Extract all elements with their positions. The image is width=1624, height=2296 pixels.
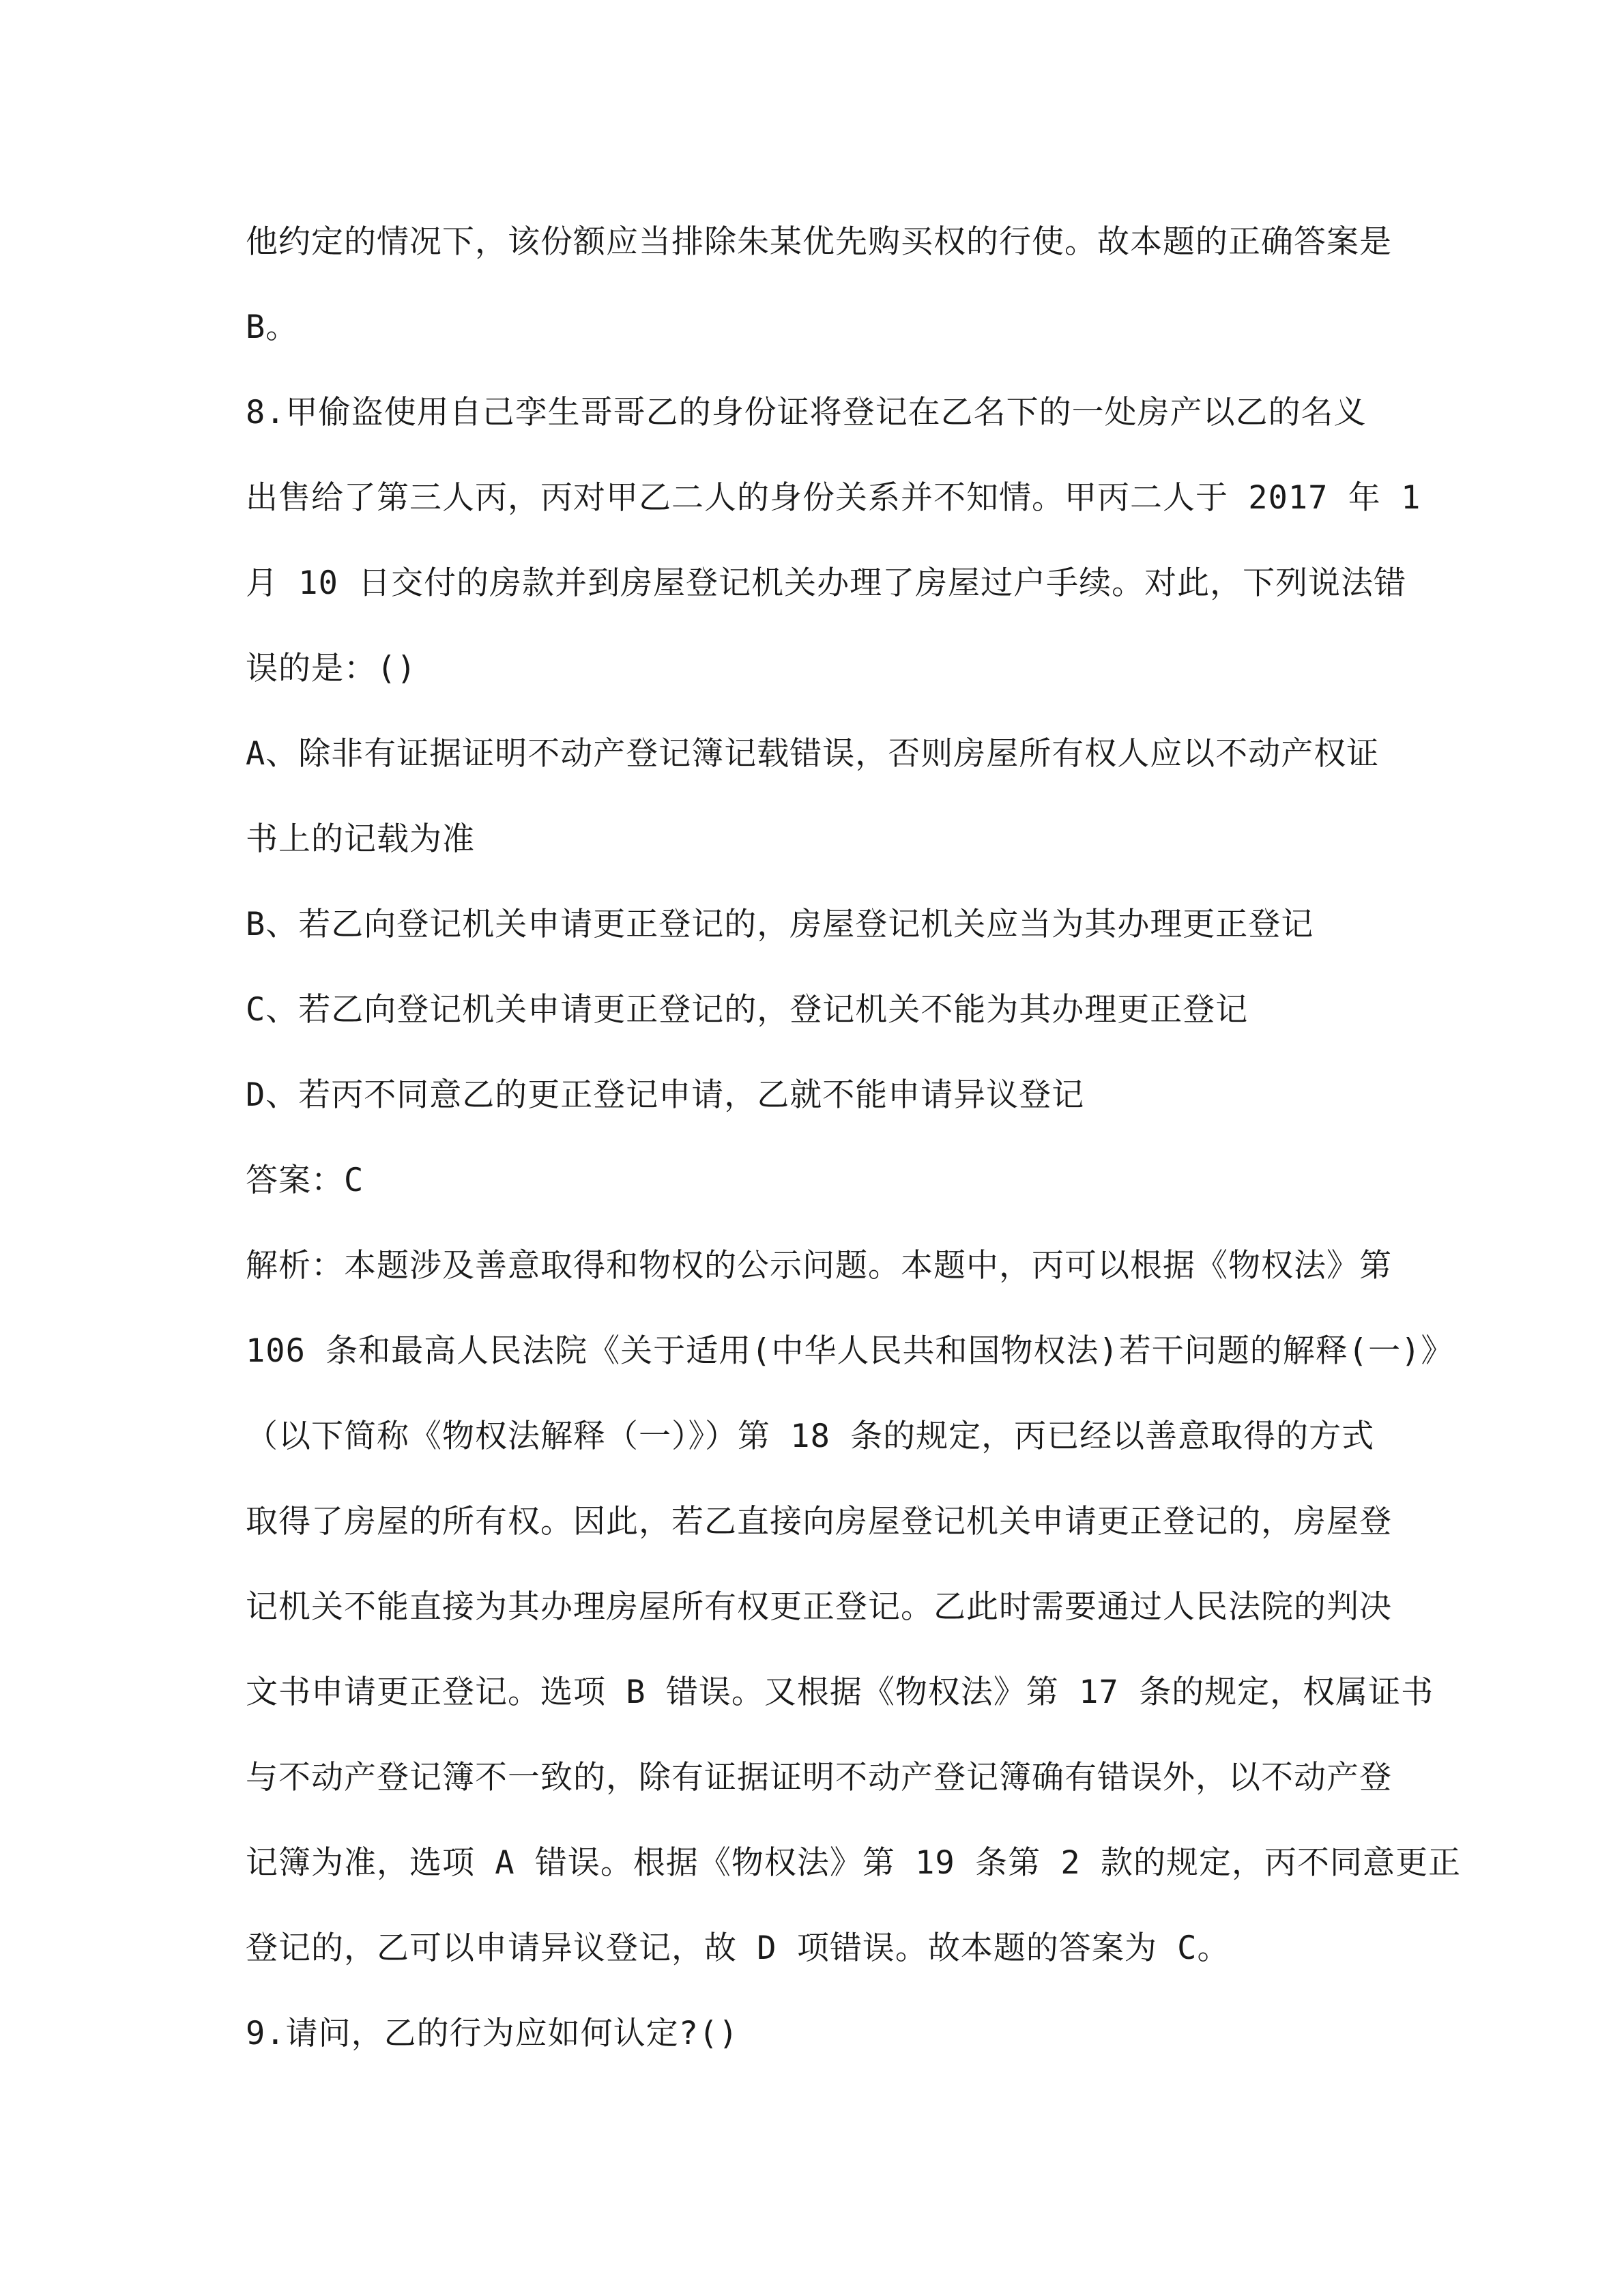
option-b: B、若乙向登记机关申请更正登记的，房屋登记机关应当为其办理更正登记: [246, 906, 1314, 943]
question-8-stem: 出售给了第三人丙，丙对甲乙二人的身份关系并不知情。甲丙二人于 2017 年 1: [246, 479, 1421, 517]
explanation: 取得了房屋的所有权。因此，若乙直接向房屋登记机关申请更正登记的，房屋登: [246, 1503, 1392, 1540]
question-8-stem: 月 10 日交付的房款并到房屋登记机关办理了房屋过户手续。对此，下列说法错: [246, 564, 1407, 602]
explanation: 与不动产登记簿不一致的，除有证据证明不动产登记簿确有错误外，以不动产登: [246, 1759, 1392, 1796]
question-8-stem: 8.甲偷盗使用自己孪生哥哥乙的身份证将登记在乙名下的一处房产以乙的名义: [246, 394, 1367, 431]
explanation: （以下简称《物权法解释（一）》）第 18 条的规定，丙已经以善意取得的方式: [246, 1418, 1375, 1455]
answer: 答案：C: [246, 1162, 364, 1199]
explanation: 解析：本题涉及善意取得和物权的公示问题。本题中，丙可以根据《物权法》第: [246, 1247, 1392, 1285]
explanation: 登记的，乙可以申请异议登记，故 D 项错误。故本题的答案为 C。: [246, 1929, 1230, 1967]
question-8-stem: 误的是：(): [246, 650, 417, 687]
text-line: 他约定的情况下，该份额应当排除朱某优先购买权的行使。故本题的正确答案是: [246, 223, 1392, 261]
text-line: B。: [246, 308, 299, 346]
explanation: 记机关不能直接为其办理房屋所有权更正登记。乙此时需要通过人民法院的判决: [246, 1588, 1392, 1626]
option-a: A、除非有证据证明不动产登记簿记载错误，否则房屋所有权人应以不动产权证: [246, 735, 1380, 773]
explanation: 记簿为准，选项 A 错误。根据《物权法》第 19 条第 2 款的规定，丙不同意更正: [246, 1844, 1461, 1882]
option-c: C、若乙向登记机关申请更正登记的，登记机关不能为其办理更正登记: [246, 991, 1249, 1029]
explanation: 文书申请更正登记。选项 B 错误。又根据《物权法》第 17 条的规定，权属证书: [246, 1674, 1434, 1711]
document-body: [246, 215, 1461, 2092]
option-a: 书上的记载为准: [246, 820, 475, 858]
explanation: 106 条和最高人民法院《关于适用(中华人民共和国物权法)若干问题的解释(一)》: [246, 1332, 1454, 1370]
option-d: D、若丙不同意乙的更正登记申请，乙就不能申请异议登记: [246, 1076, 1085, 1114]
question-9-stem: 9.请问，乙的行为应如何认定?(): [246, 2015, 739, 2052]
